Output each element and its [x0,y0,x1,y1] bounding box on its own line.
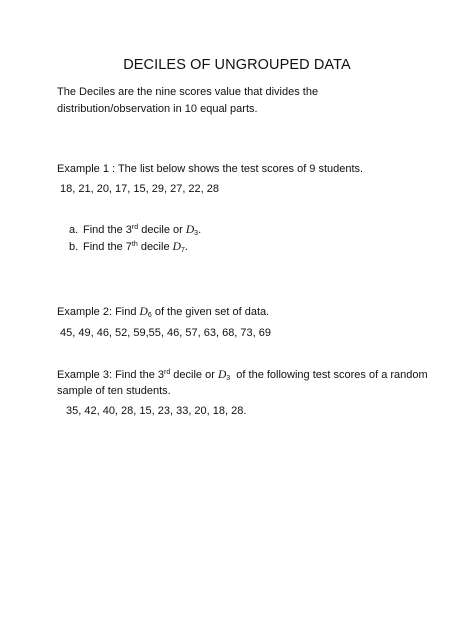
example3-label: Example 3: Find the 3rd decile or $D_3$ of the following test scores of a random [57,369,428,382]
list-marker: a. [69,224,79,236]
example3-data: 35, 42, 40, 28, 15, 23, 33, 20, 18, 28. [66,405,247,417]
page-title: DECILES OF UNGROUPED DATA [123,57,351,73]
example2-data: 45, 49, 46, 52, 59,55, 46, 57, 63, 68, 73, 69 [60,327,272,339]
list-marker: b. [69,241,79,253]
decile-symbol: D [139,306,148,318]
example2-label: Example 2: Find $D_6$ of the given set of data. [57,306,270,319]
example3-label-line2: sample of ten students. [57,385,171,397]
decile-symbol: D [185,224,195,236]
example1-item-b: b. Find the 7th decile $D_7$. [69,241,188,254]
example1-data: 18, 21, 20, 17, 15, 29, 27, 22, 28 [60,183,220,195]
decile-symbol: D [217,369,227,381]
decile-symbol: D [172,241,181,253]
example1-item-a: a. Find the 3rd decile or $D_3$. [69,224,202,237]
example1-label: Example 1 : The list below shows the test scores of 9 students. [57,163,364,175]
intro-paragraph: The Deciles are the nine scores value that divides the distribution/observation in 10 equal parts. [57,86,319,115]
